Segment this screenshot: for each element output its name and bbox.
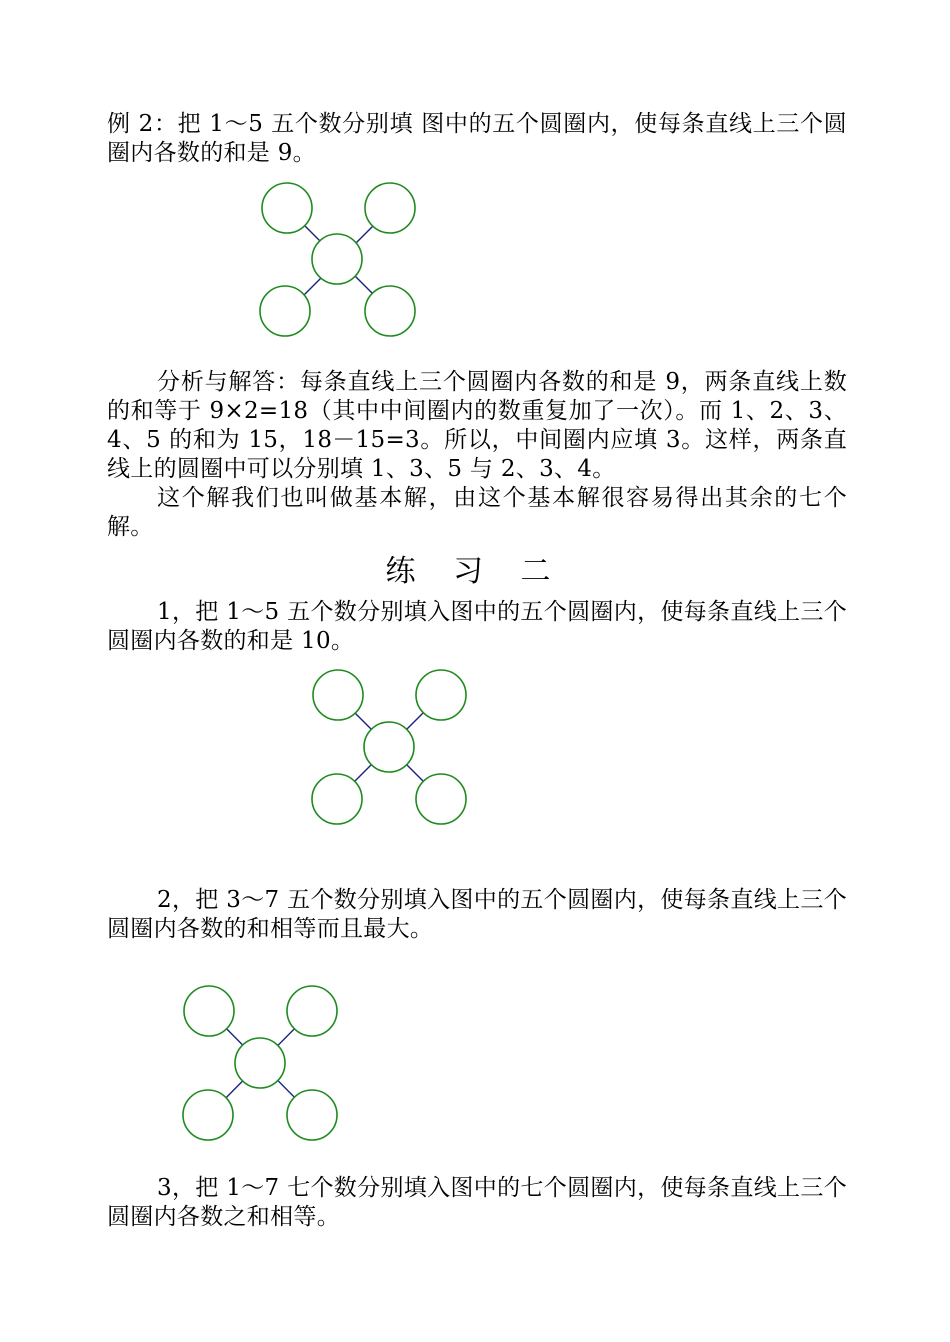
exercise-1-text: 1，把 1～5 五个数分别填入图中的五个圆圈内，使每条直线上三个圆圈内各数的和是 10。 xyxy=(107,599,847,654)
circle-center xyxy=(364,722,414,772)
circle-bottom-right xyxy=(416,774,466,824)
circle-top-right xyxy=(365,183,415,233)
exercise-3-text: 3，把 1～7 七个数分别填入图中的七个圆圈内，使每条直线上三个圆圈内各数之和相等。 xyxy=(107,1175,847,1230)
circle-center xyxy=(312,234,362,284)
analysis-paragraph-1: 分析与解答：每条直线上三个圆圈内各数的和是 9，两条直线上数的和等于 9×2=18（其中中间圈内的数重复加了一次）。而 1、2、3、4、5 的和为 15，18－15=3。所以，中间圈内应填 3。这样，两条直线上的圆圈中可以分别填 1、3、5 与 2、3、4。 xyxy=(107,369,847,482)
example-2-text: 例 2：把 1～5 五个数分别填 图中的五个圆圈内，使每条直线上三个圆圈内各数的和是 9。 xyxy=(107,111,847,166)
circle-bottom-right xyxy=(287,1090,337,1140)
circle-bottom-left xyxy=(260,286,310,336)
circle-top-left xyxy=(262,183,312,233)
five-circle-diagram-exercise-1 xyxy=(310,668,470,828)
five-circle-diagram-example xyxy=(259,180,419,340)
circle-top-left xyxy=(184,986,234,1036)
circle-bottom-left xyxy=(183,1090,233,1140)
circle-bottom-left xyxy=(312,774,362,824)
circle-top-left xyxy=(313,670,363,720)
circle-bottom-right xyxy=(365,286,415,336)
exercise-2-text: 2，把 3～7 五个数分别填入图中的五个圆圈内，使每条直线上三个圆圈内各数的和相等而且最大。 xyxy=(107,887,847,942)
circle-top-right xyxy=(287,986,337,1036)
five-circle-diagram-exercise-2 xyxy=(181,984,341,1144)
circle-top-right xyxy=(416,670,466,720)
analysis-paragraph-2: 这个解我们也叫做基本解，由这个基本解很容易得出其余的七个解。 xyxy=(107,485,847,540)
section-title: 练 习 二 xyxy=(385,554,565,589)
circle-center xyxy=(235,1038,285,1088)
